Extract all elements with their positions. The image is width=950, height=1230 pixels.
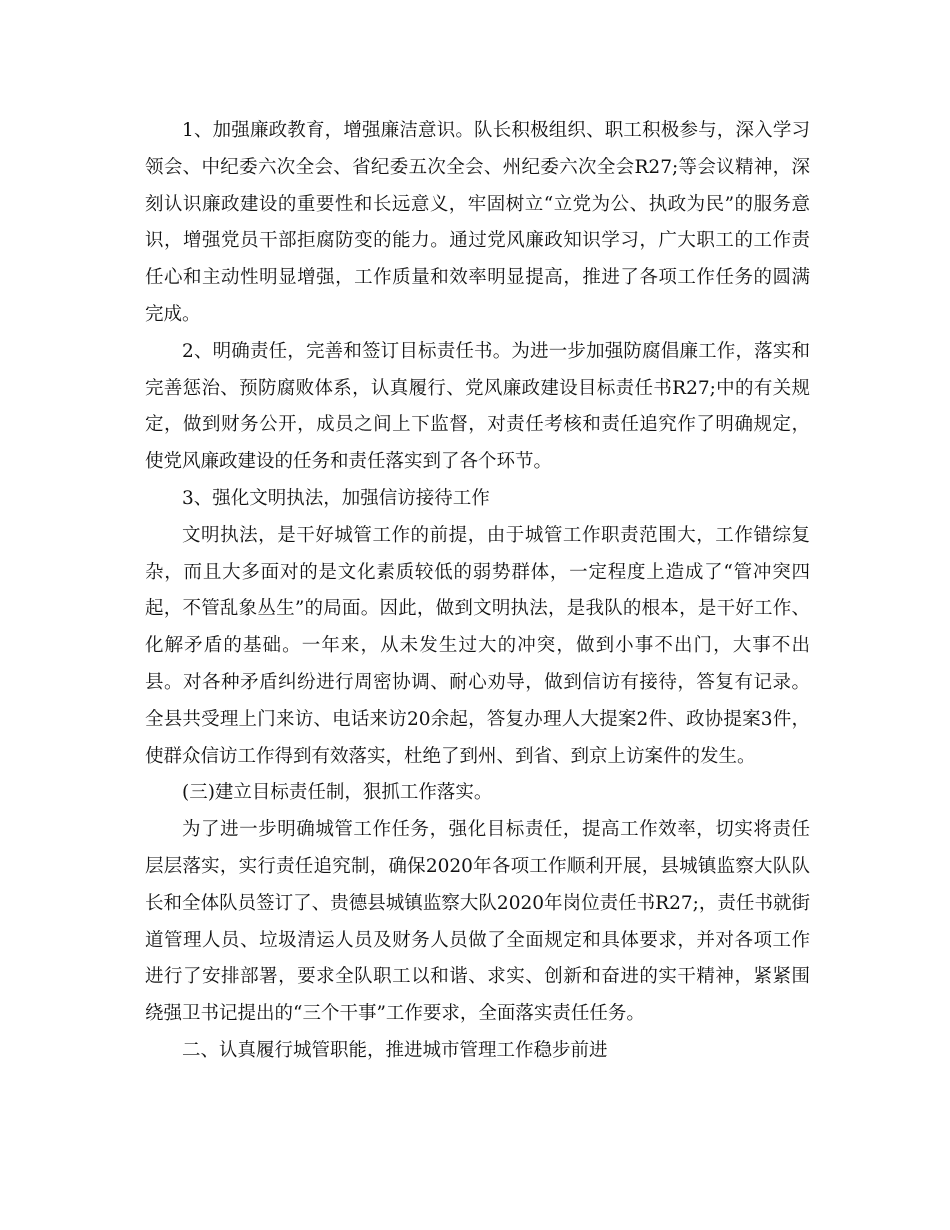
document-body [145,113,810,1070]
paragraph-responsibility-agreement: 2、明确责任，完善和签订目标责任书。为进一步加强防腐倡廉工作，落实和完善惩治、预防腐败体系，认真履行、党风廉政建设目标责任书R27;中的有关规定，做到财务公开，成员之间上下监督，对责任考核和责任追究作了明确规定，使党风廉政建设的任务和责任落实到了各个环节。 [145,340,810,473]
paragraph-civilized-enforcement: 文明执法，是干好城管工作的前提，由于城管工作职责范围大，工作错综复杂，而且大多面对的是文化素质较低的弱势群体，一定程度上造成了“管冲突四起，不管乱象丛生”的局面。因此，做到文明执法，是我队的根本，是干好工作、化解矛盾的基础。一年来，从未发生过大的冲突，做到小事不出门，大事不出县。对各种矛盾纠纷进行周密协调、耐心劝导，做到信访有接待，答复有记录。全县共受理上门来访、电话来访20余起，答复办理人大提案2件、政协提案3件，使群众信访工作得到有效落实，杜绝了到州、到省、到京上访案件的发生。 [145,524,810,767]
paragraph-target-responsibility: 为了进一步明确城管工作任务，强化目标责任，提高工作效率，切实将责任层层落实，实行责任追究制，确保2020年各项工作顺利开展，县城镇监察大队队长和全体队员签订了、贵德县城镇监察大队2020年岗位责任书R27;，责任书就街道管理人员、垃圾清运人员及财务人员做了全面规定和具体要求，并对各项工作进行了安排部署，要求全队职工以和谐、求实、创新和奋进的实干精神，紧紧围绕强卫书记提出的“三个干事”工作要求，全面落实责任任务。 [145,819,810,1025]
paragraph-heading-target-responsibility: (三)建立目标责任制，狠抓工作落实。 [182,782,493,804]
section-heading-urban-management: 二、认真履行城管职能，推进城市管理工作稳步前进 [182,1039,608,1061]
paragraph-heading-civilized-enforcement: 3、强化文明执法，加强信访接待工作 [182,487,490,509]
paragraph-anti-corruption-education: 1、加强廉政教育，增强廉洁意识。队长积极组织、职工积极参与，深入学习领会、中纪委六次全会、省纪委五次全会、州纪委六次全会R27;等会议精神，深刻认识廉政建设的重要性和长远意义，牢固树立“立党为公、执政为民”的服务意识，增强党员干部拒腐防变的能力。通过党风廉政知识学习，广大职工的工作责任心和主动性明显增强，工作质量和效率明显提高，推进了各项工作任务的圆满完成。 [145,120,810,325]
